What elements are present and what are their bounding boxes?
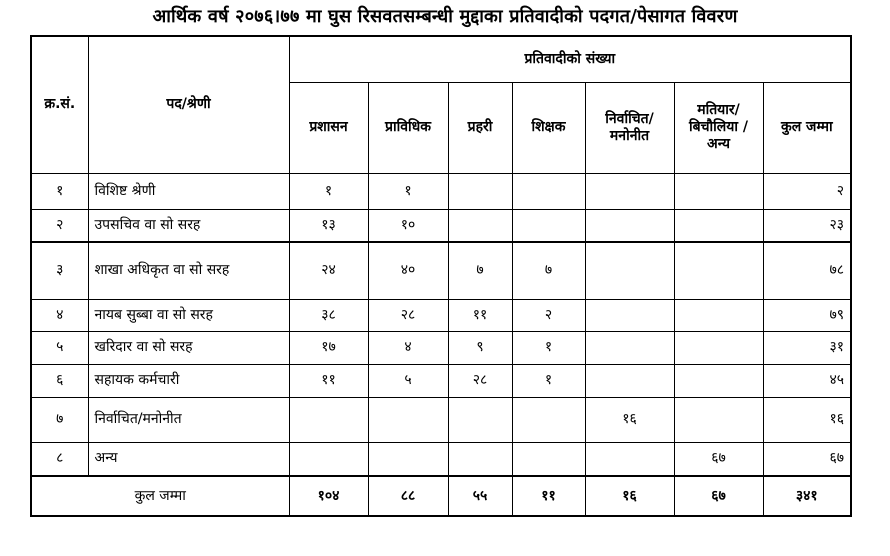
header-accomplice: मतियार/ बिचौलिया /अन्य bbox=[674, 82, 763, 173]
cell-teacher: १ bbox=[512, 331, 585, 364]
cell-technical: ४ bbox=[368, 331, 448, 364]
total-accomplice: ६७ bbox=[674, 476, 763, 516]
row-serial: ४ bbox=[31, 299, 88, 331]
total-administration: १०४ bbox=[289, 476, 368, 516]
row-post: नायब सुब्बा वा सो सरह bbox=[88, 299, 289, 331]
cell-row-total: २३ bbox=[763, 209, 851, 242]
cell-police: २८ bbox=[448, 364, 512, 397]
table-row bbox=[31, 242, 851, 299]
table-row bbox=[31, 173, 851, 209]
table-row bbox=[31, 209, 851, 242]
total-technical: ८८ bbox=[368, 476, 448, 516]
cell-elected bbox=[585, 209, 674, 242]
cell-technical: १ bbox=[368, 173, 448, 209]
row-post: अन्य bbox=[88, 442, 289, 476]
cell-administration: १७ bbox=[289, 331, 368, 364]
cell-administration: १३ bbox=[289, 209, 368, 242]
cell-administration: १ bbox=[289, 173, 368, 209]
total-grand: ३४१ bbox=[763, 476, 851, 516]
cell-technical bbox=[368, 397, 448, 442]
table-row bbox=[31, 442, 851, 476]
row-serial: ६ bbox=[31, 364, 88, 397]
cell-police: ९ bbox=[448, 331, 512, 364]
cell-administration: २४ bbox=[289, 242, 368, 299]
cell-row-total: ३१ bbox=[763, 331, 851, 364]
header-grand-total: कुल जम्मा bbox=[763, 82, 851, 173]
cell-teacher: २ bbox=[512, 299, 585, 331]
row-post: शाखा अधिकृत वा सो सरह bbox=[88, 242, 289, 299]
row-post: सहायक कर्मचारी bbox=[88, 364, 289, 397]
cell-accomplice bbox=[674, 299, 763, 331]
cell-police bbox=[448, 209, 512, 242]
cell-accomplice bbox=[674, 173, 763, 209]
header-elected: निर्वाचित/ मनोनीत bbox=[585, 82, 674, 173]
row-serial: ३ bbox=[31, 242, 88, 299]
cell-elected bbox=[585, 242, 674, 299]
cell-technical: १० bbox=[368, 209, 448, 242]
cell-technical bbox=[368, 442, 448, 476]
cell-police bbox=[448, 442, 512, 476]
cell-elected bbox=[585, 364, 674, 397]
cell-administration bbox=[289, 397, 368, 442]
cell-technical: ५ bbox=[368, 364, 448, 397]
cell-accomplice: ६७ bbox=[674, 442, 763, 476]
cell-row-total: ७८ bbox=[763, 242, 851, 299]
cell-elected: १६ bbox=[585, 397, 674, 442]
cell-teacher: ७ bbox=[512, 242, 585, 299]
cell-elected bbox=[585, 331, 674, 364]
table-row bbox=[31, 397, 851, 442]
defendant-table bbox=[30, 35, 852, 517]
cell-administration: ३८ bbox=[289, 299, 368, 331]
cell-row-total: १६ bbox=[763, 397, 851, 442]
total-elected: १६ bbox=[585, 476, 674, 516]
header-post: पद/श्रेणी bbox=[88, 36, 289, 173]
total-teacher: ११ bbox=[512, 476, 585, 516]
row-serial: ५ bbox=[31, 331, 88, 364]
row-post: निर्वाचित/मनोनीत bbox=[88, 397, 289, 442]
cell-accomplice bbox=[674, 209, 763, 242]
header-teacher: शिक्षक bbox=[512, 82, 585, 173]
row-post: उपसचिव वा सो सरह bbox=[88, 209, 289, 242]
row-post: खरिदार वा सो सरह bbox=[88, 331, 289, 364]
table-row bbox=[31, 364, 851, 397]
header-police: प्रहरी bbox=[448, 82, 512, 173]
total-police: ५५ bbox=[448, 476, 512, 516]
row-serial: ८ bbox=[31, 442, 88, 476]
cell-row-total: २ bbox=[763, 173, 851, 209]
cell-row-total: ७९ bbox=[763, 299, 851, 331]
table-row bbox=[31, 331, 851, 364]
cell-technical: २८ bbox=[368, 299, 448, 331]
cell-row-total: ४५ bbox=[763, 364, 851, 397]
cell-police bbox=[448, 173, 512, 209]
cell-police bbox=[448, 397, 512, 442]
cell-elected bbox=[585, 442, 674, 476]
cell-accomplice bbox=[674, 364, 763, 397]
header-defendant-count: प्रतिवादीको संख्या bbox=[289, 36, 851, 82]
cell-accomplice bbox=[674, 242, 763, 299]
row-serial: २ bbox=[31, 209, 88, 242]
header-technical: प्राविधिक bbox=[368, 82, 448, 173]
page-title: आर्थिक वर्ष २०७६।७७ मा घुस रिसवतसम्बन्धी मुद्दाका प्रतिवादीको पदगत/पेसागत विवरण bbox=[152, 6, 738, 27]
cell-teacher bbox=[512, 442, 585, 476]
cell-administration bbox=[289, 442, 368, 476]
cell-technical: ४० bbox=[368, 242, 448, 299]
row-serial: ७ bbox=[31, 397, 88, 442]
header-serial: क्र.सं. bbox=[31, 36, 88, 173]
cell-police: ७ bbox=[448, 242, 512, 299]
cell-teacher bbox=[512, 209, 585, 242]
total-label: कुल जम्मा bbox=[31, 476, 289, 516]
cell-teacher bbox=[512, 397, 585, 442]
cell-teacher: १ bbox=[512, 364, 585, 397]
cell-elected bbox=[585, 299, 674, 331]
table-row bbox=[31, 299, 851, 331]
header-administration: प्रशासन bbox=[289, 82, 368, 173]
cell-accomplice bbox=[674, 397, 763, 442]
total-row bbox=[31, 476, 851, 516]
cell-administration: ११ bbox=[289, 364, 368, 397]
cell-accomplice bbox=[674, 331, 763, 364]
row-post: विशिष्ट श्रेणी bbox=[88, 173, 289, 209]
cell-row-total: ६७ bbox=[763, 442, 851, 476]
cell-police: ११ bbox=[448, 299, 512, 331]
cell-elected bbox=[585, 173, 674, 209]
row-serial: १ bbox=[31, 173, 88, 209]
cell-teacher bbox=[512, 173, 585, 209]
